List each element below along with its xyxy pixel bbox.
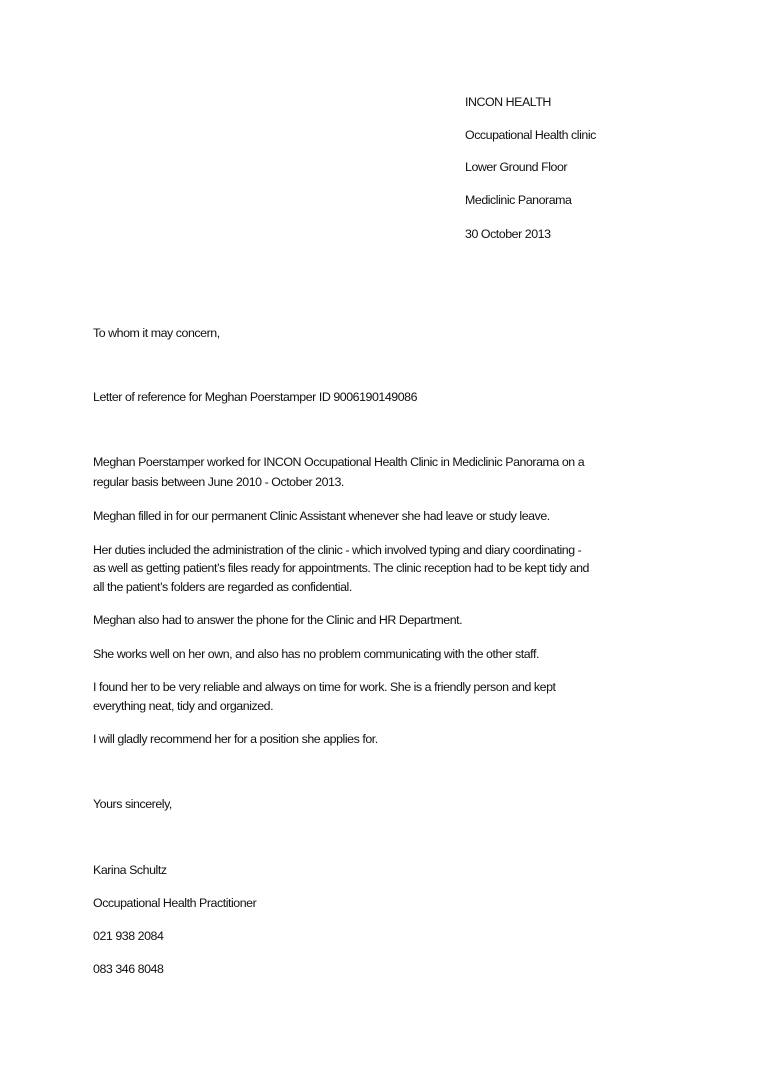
sender-org: INCON HEALTH	[465, 95, 551, 109]
paragraph-line: Meghan also had to answer the phone for the Clinic and HR Department.	[93, 613, 463, 627]
closing: Yours sincerely,	[93, 797, 172, 811]
signatory-title: Occupational Health Practitioner	[93, 896, 257, 910]
paragraph-line: She works well on her own, and also has no problem communicating with the other staff.	[93, 647, 539, 661]
paragraph-line: Meghan Poerstamper worked for INCON Occupational Health Clinic in Mediclinic Panorama on a	[93, 455, 585, 469]
sender-department: Occupational Health clinic	[465, 128, 596, 142]
phone-number: 021 938 2084	[93, 929, 164, 943]
phone-number: 083 346 8048	[93, 962, 164, 976]
paragraph-line: Meghan filled in for our permanent Clinic Assistant whenever she had leave or study leave.	[93, 509, 550, 523]
paragraph-line: I found her to be very reliable and always on time for work. She is a friendly person and kept	[93, 680, 556, 694]
letter-date: 30 October 2013	[465, 227, 551, 241]
letter-subject: Letter of reference for Meghan Poerstamper ID 9006190149086	[93, 390, 418, 404]
paragraph-line: I will gladly recommend her for a position she applies for.	[93, 732, 378, 746]
paragraph-line: everything neat, tidy and organized.	[93, 699, 274, 713]
paragraph-line: as well as getting patient’s files ready for appointments. The clinic reception had to be kept tidy and	[93, 561, 589, 575]
signatory-name: Karina Schultz	[93, 863, 167, 877]
paragraph-line: all the patient’s folders are regarded as confidential.	[93, 580, 352, 594]
salutation: To whom it may concern,	[93, 326, 220, 340]
sender-floor: Lower Ground Floor	[465, 160, 568, 174]
paragraph-line: regular basis between June 2010 - October 2013.	[93, 475, 344, 489]
paragraph-line: Her duties included the administration of the clinic - which involved typing and diary coordinating -	[93, 543, 582, 557]
sender-building: Mediclinic Panorama	[465, 193, 572, 207]
